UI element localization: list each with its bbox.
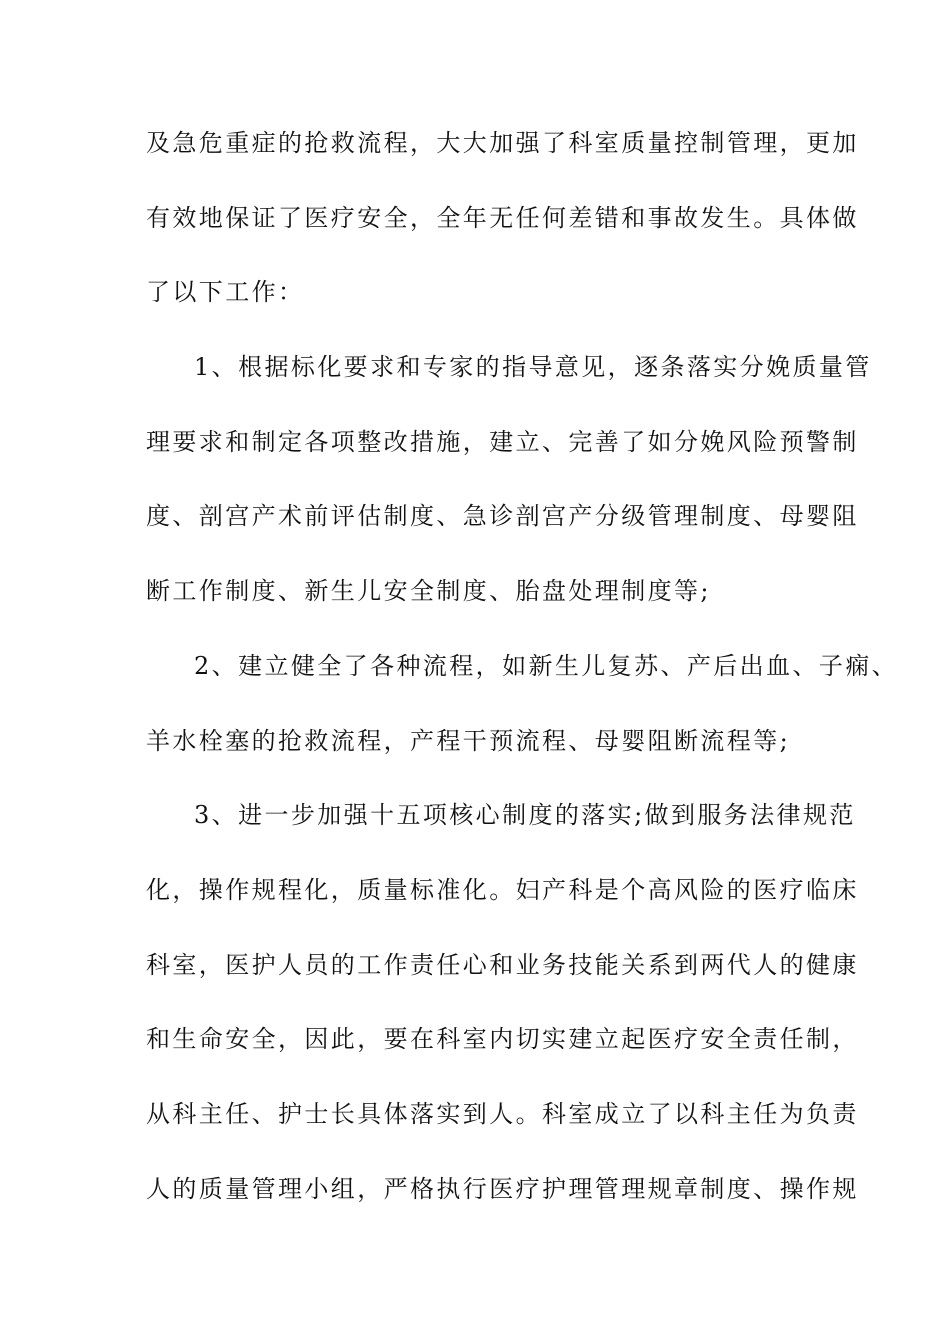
text-line: 了以下工作： bbox=[146, 278, 305, 307]
body-text bbox=[146, 126, 899, 1246]
text-line: 从科主任、护士长具体落实到人。科室成立了以科主任为负责 bbox=[146, 1099, 859, 1128]
text-line: 羊水栓塞的抢救流程，产程干预流程、母婴阻断流程等; bbox=[146, 726, 791, 755]
paragraph-3-start: 3、进一步加强十五项核心制度的落实;做到服务法律规范 bbox=[194, 801, 856, 830]
text-line: 有效地保证了医疗安全，全年无任何差错和事故发生。具体做 bbox=[146, 203, 859, 232]
text-line: 理要求和制定各项整改措施，建立、完善了如分娩风险预警制 bbox=[146, 427, 859, 456]
paragraph-2-start: 2、建立健全了各种流程，如新生儿复苏、产后出血、子痫、 bbox=[194, 651, 899, 680]
text-line: 及急危重症的抢救流程，大大加强了科室质量控制管理，更加 bbox=[146, 129, 859, 157]
paragraph-1-start: 1、根据标化要求和专家的指导意见，逐条落实分娩质量管 bbox=[194, 353, 872, 382]
text-line: 人的质量管理小组，严格执行医疗护理管理规章制度、操作规 bbox=[146, 1174, 859, 1203]
text-line: 科室，医护人员的工作责任心和业务技能关系到两代人的健康 bbox=[146, 950, 859, 979]
text-line: 化，操作规程化，质量标准化。妇产科是个高风险的医疗临床 bbox=[146, 875, 859, 904]
text-line: 度、剖宫产术前评估制度、急诊剖宫产分级管理制度、母婴阻 bbox=[146, 502, 859, 531]
text-line: 和生命安全，因此，要在科室内切实建立起医疗安全责任制， bbox=[146, 1025, 859, 1054]
text-line: 断工作制度、新生儿安全制度、胎盘处理制度等; bbox=[146, 577, 711, 606]
